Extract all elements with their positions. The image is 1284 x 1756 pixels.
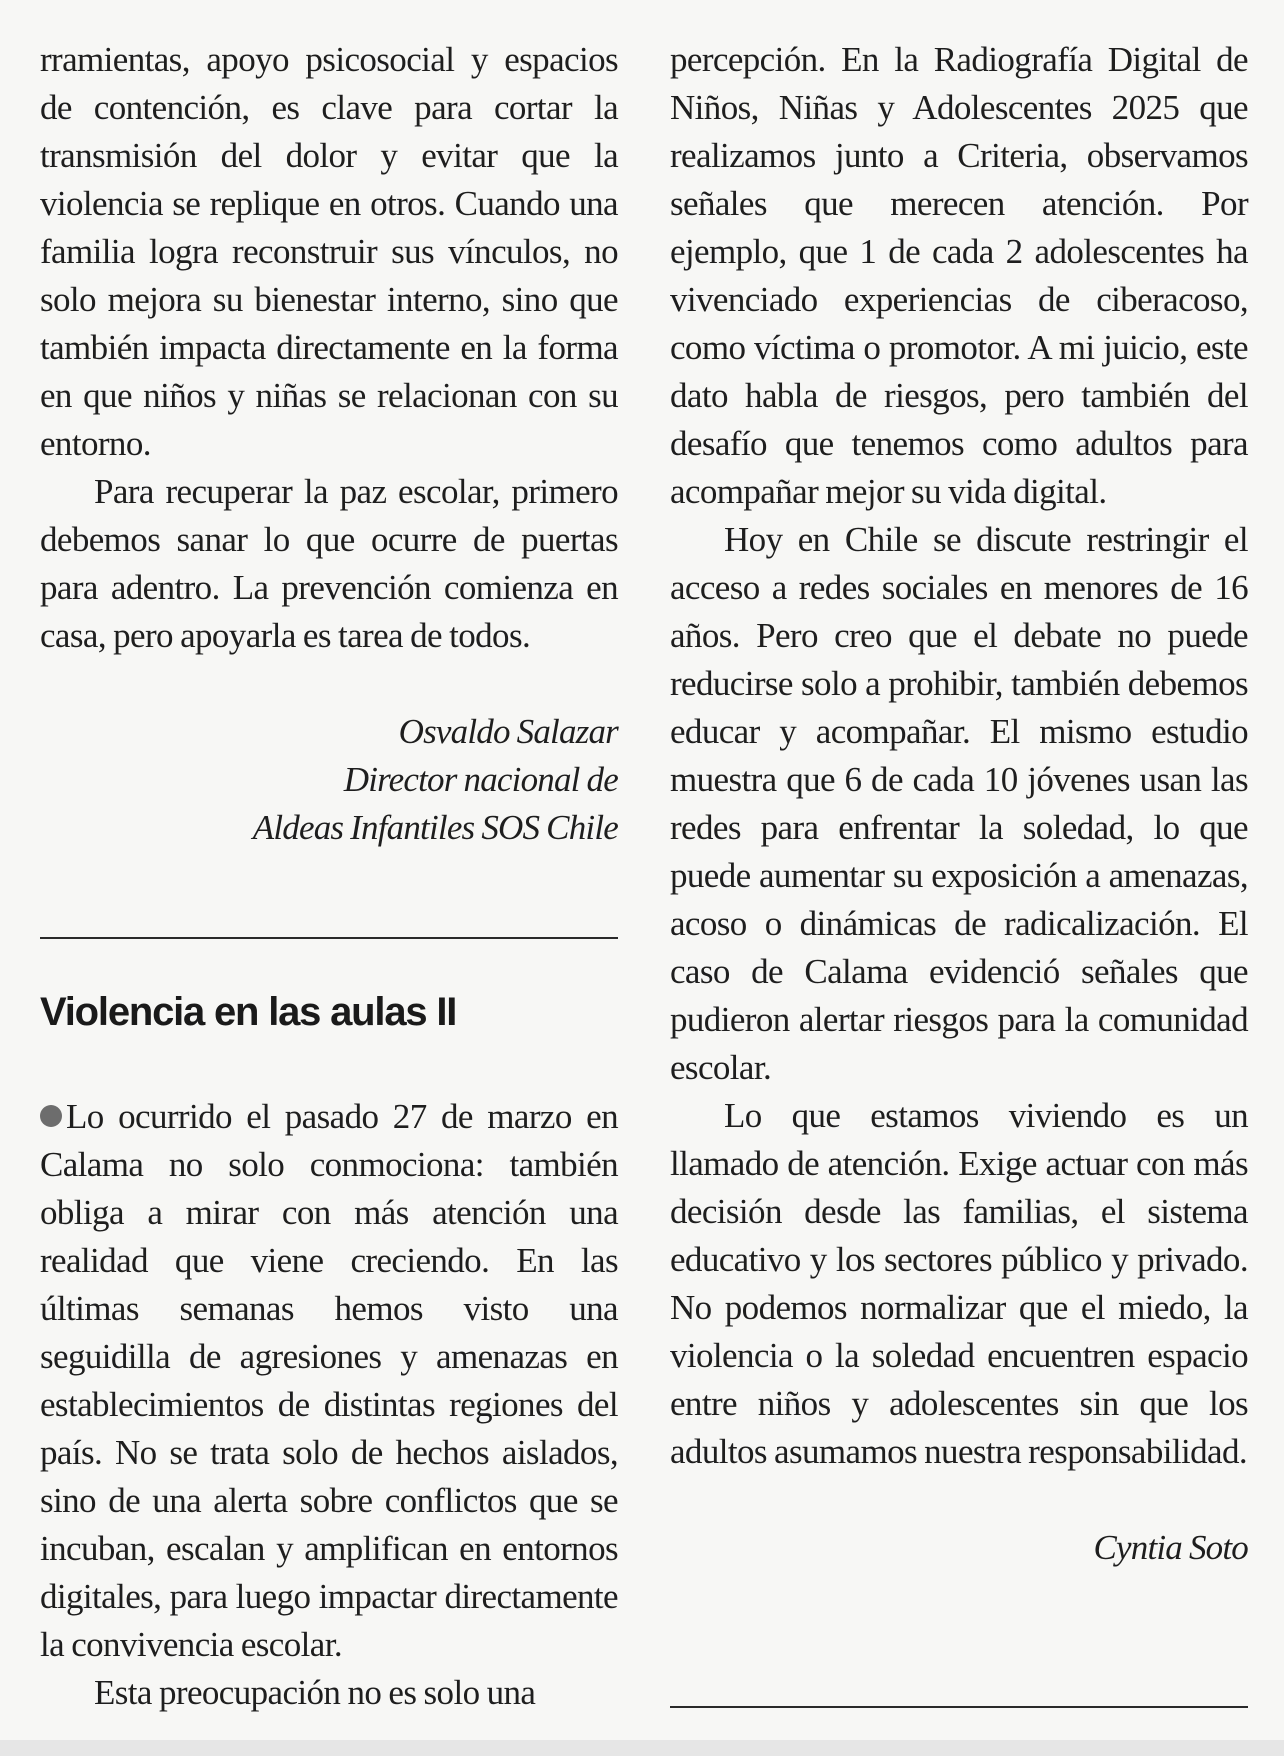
section-divider: [40, 937, 618, 939]
letter1-signature: [40, 708, 618, 852]
letter2-left-column: [40, 1093, 618, 1717]
page-bottom-edge: [0, 1740, 1284, 1756]
letter2-paragraph: Hoy en Chile se discute restringir el acceso a redes sociales en menores de 16 años. Pero creo que el debate no puede reducirse solo a prohibir, también debemos educar y acompañar. El mismo estudio muestra que 6 de cada 10 jóvenes usan las redes para enfrentar la soledad, lo que puede aumentar su exposición a amenazas, acoso o dinámicas de radicalización. El caso de Calama evidenció señales que pudieron alertar riesgos para la comunidad escolar.: [670, 520, 1248, 1087]
letter2-paragraph-text: Lo ocurrido el pasado 27 de marzo en Calama no solo conmociona: también obliga a mirar con más atención una realidad que viene creciendo. En las últimas semanas hemos visto una seguidilla de agresiones y amenazas en establecimientos de distintas regiones del país. No se trata solo de hechos aislados, sino de una alerta sobre conflictos que se incuban, escalan y amplifican en entornos digitales, para luego impactar directamente la convivencia escolar.: [40, 1097, 618, 1664]
letter2-paragraph: Esta preocupación no es solo una: [94, 1673, 536, 1712]
bullet-icon: [40, 1105, 62, 1127]
signature-role: Director nacional de: [343, 760, 618, 799]
signature-organization: Aldeas Infantiles SOS Chile: [252, 808, 618, 847]
letter2-paragraph: percepción. En la Radiografía Digital de Niños, Niñas y Adolescentes 2025 que realizamos junto a Criteria, observamos señales que merecen atención. Por ejemplo, que 1 de cada 2 adolescentes ha vivenciado experiencias de ciberacoso, como víctima o promotor. A mi juicio, este dato habla de riesgos, pero también del desafío que tenemos como adultos para acompañar mejor su vida digital.: [670, 40, 1248, 511]
right-column: [670, 36, 1248, 1572]
letter-title: Violencia en las aulas II: [40, 990, 457, 1034]
section-divider: [670, 1706, 1248, 1708]
letter1-paragraph: rramientas, apoyo psicosocial y espacios de contención, es clave para cortar la transmisión del dolor y evitar que la violencia se replique en otros. Cuando una familia logra reconstruir sus vínculos, no solo mejora su bienestar interno, sino que también impacta directamente en la forma en que niños y niñas se relacionan con su entorno.: [40, 40, 618, 463]
left-column: [40, 36, 618, 852]
letter2-paragraph: Lo que estamos viviendo es un llamado de atención. Exige actuar con más decisión desde las familias, el sistema educativo y los sectores público y privado. No podemos normalizar que el miedo, la violencia o la soledad encuentren espacio entre niños y adolescentes sin que los adultos asumamos nuestra responsabilidad.: [670, 1096, 1248, 1471]
signature-name: Osvaldo Salazar: [398, 712, 618, 751]
letter2-signature: [670, 1524, 1248, 1572]
signature-name: Cyntia Soto: [1093, 1528, 1248, 1567]
letter1-paragraph: Para recuperar la paz escolar, primero debemos sanar lo que ocurre de puertas para adentro. La prevención comienza en casa, pero apoyarla es tarea de todos.: [40, 472, 618, 655]
letter2-paragraph: [40, 1093, 618, 1669]
